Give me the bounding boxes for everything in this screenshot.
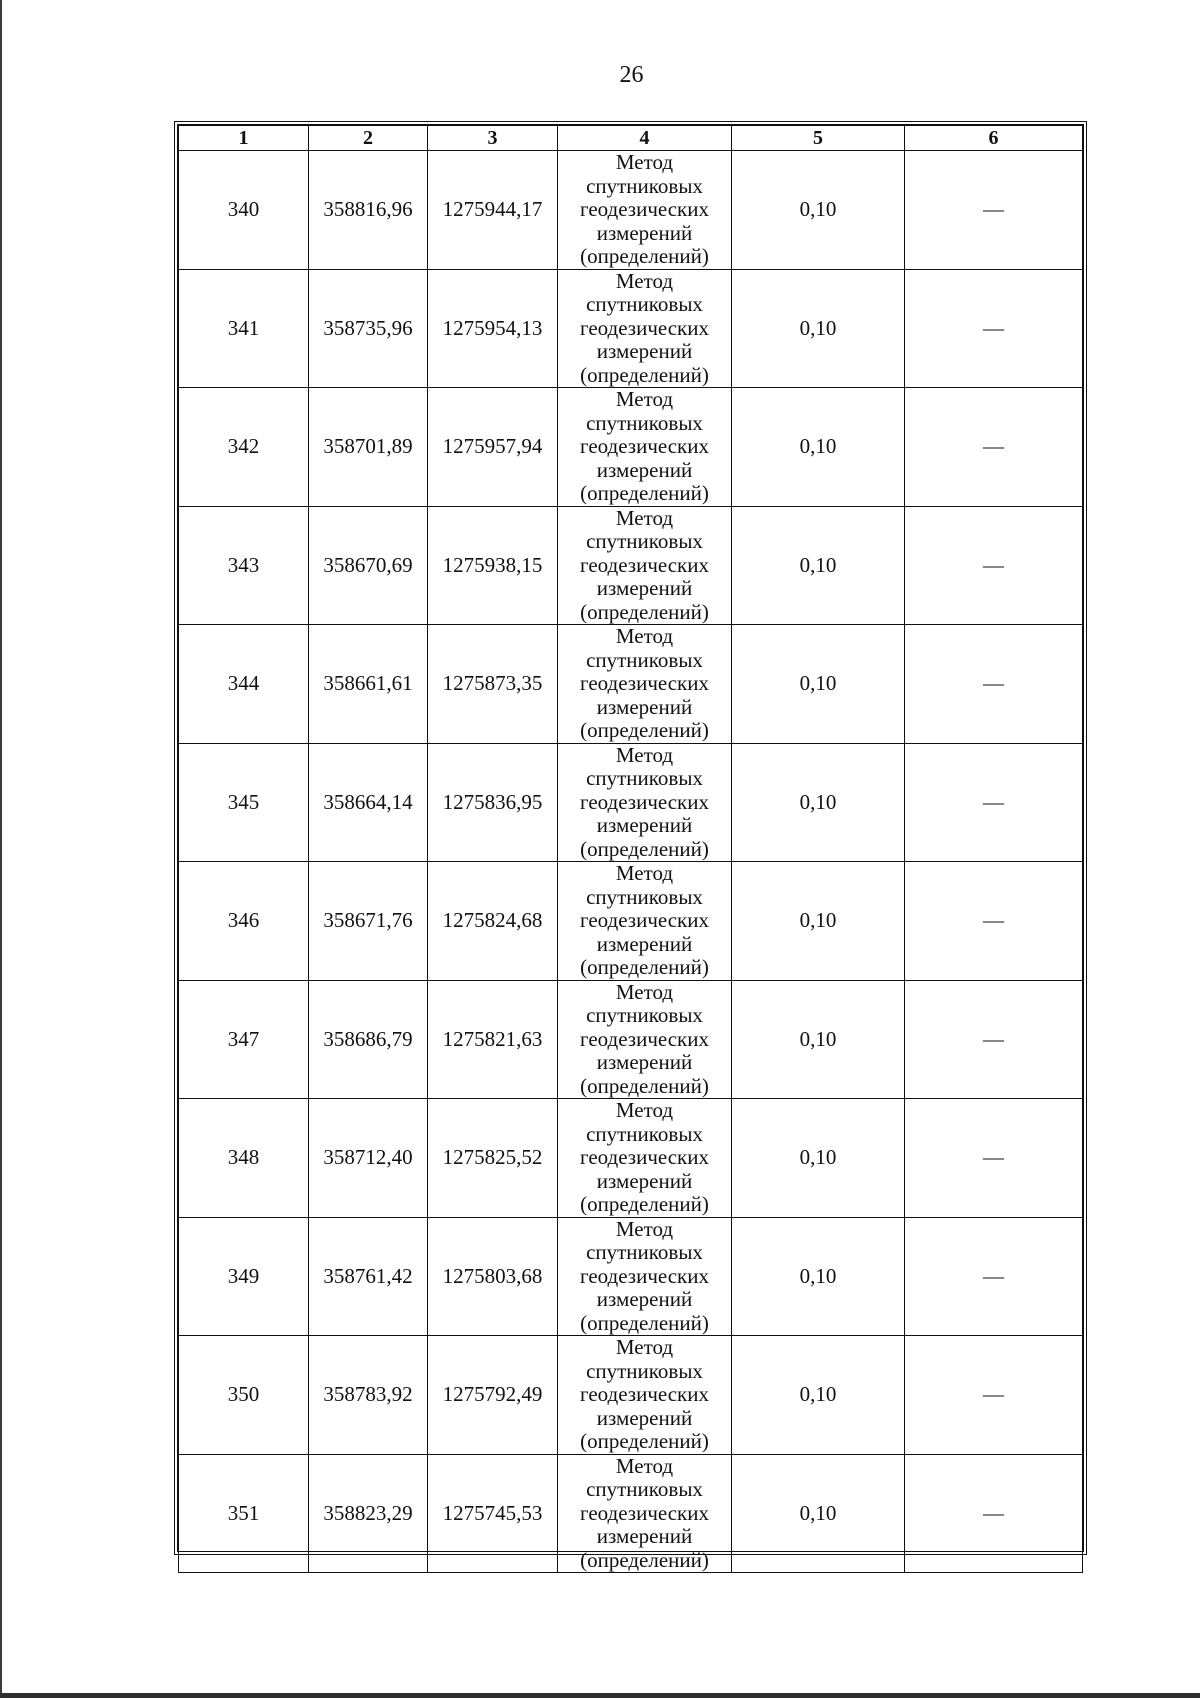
table-row bbox=[179, 1336, 1083, 1455]
point-number-cell: 345 bbox=[179, 743, 309, 862]
table-row bbox=[179, 388, 1083, 507]
x-coordinate-cell: 358686,79 bbox=[309, 980, 428, 1099]
x-coordinate-cell: 358823,29 bbox=[309, 1454, 428, 1573]
accuracy-cell: 0,10 bbox=[732, 388, 905, 507]
y-coordinate-cell: 1275938,15 bbox=[428, 506, 558, 625]
method-line: (определений) bbox=[580, 955, 709, 979]
coordinates-table-frame bbox=[174, 121, 1087, 1572]
method-line: спутниковых bbox=[586, 1358, 703, 1383]
accuracy-cell: 0,10 bbox=[732, 151, 905, 270]
method-line: геодезических bbox=[579, 1145, 709, 1169]
method-line: Метод bbox=[615, 268, 674, 293]
x-coordinate-cell: 358671,76 bbox=[309, 862, 428, 981]
page-number: 26 bbox=[619, 62, 644, 88]
method-line: геодезических bbox=[579, 315, 709, 340]
method-line: геодезических bbox=[579, 1500, 709, 1525]
point-number-cell: 344 bbox=[179, 625, 309, 744]
accuracy-cell: 0,10 bbox=[732, 980, 905, 1099]
accuracy-cell: 0,10 bbox=[732, 269, 905, 388]
note-cell: — bbox=[905, 625, 1083, 744]
method-cell bbox=[558, 388, 732, 507]
table-row bbox=[179, 1099, 1083, 1218]
accuracy-cell: 0,10 bbox=[732, 1099, 905, 1218]
method-cell bbox=[558, 980, 732, 1099]
accuracy-cell: 0,10 bbox=[732, 862, 905, 981]
table-row bbox=[179, 1454, 1083, 1573]
note-cell: — bbox=[905, 1454, 1083, 1573]
method-line: измерений bbox=[596, 339, 693, 363]
x-coordinate-cell: 358761,42 bbox=[309, 1217, 428, 1336]
x-coordinate-cell: 358670,69 bbox=[309, 506, 428, 625]
header-cell-6: 6 bbox=[905, 126, 1083, 151]
accuracy-cell: 0,10 bbox=[732, 625, 905, 744]
point-number-cell: 346 bbox=[179, 862, 309, 981]
method-line: спутниковых bbox=[586, 1121, 703, 1146]
method-line: (определений) bbox=[580, 481, 709, 505]
method-line: измерений bbox=[596, 931, 693, 956]
note-cell: — bbox=[905, 269, 1083, 388]
y-coordinate-cell: 1275824,68 bbox=[428, 862, 558, 981]
header-cell-2: 2 bbox=[309, 126, 428, 151]
y-coordinate-cell: 1275957,94 bbox=[428, 388, 558, 507]
x-coordinate-cell: 358712,40 bbox=[309, 1099, 428, 1218]
method-cell bbox=[558, 269, 732, 388]
method-line: спутниковых bbox=[586, 766, 703, 790]
method-line: спутниковых bbox=[586, 647, 703, 672]
method-line: спутниковых bbox=[586, 884, 703, 909]
method-line: Метод bbox=[615, 1453, 674, 1478]
y-coordinate-cell: 1275825,52 bbox=[428, 1099, 558, 1218]
method-line: геодезических bbox=[579, 1026, 709, 1051]
method-line: (определений) bbox=[580, 1073, 709, 1098]
method-line: спутниковых bbox=[586, 1240, 703, 1264]
method-line: геодезических bbox=[579, 789, 709, 814]
method-line: (определений) bbox=[580, 1429, 709, 1453]
table-body bbox=[179, 151, 1083, 1573]
method-line: Метод bbox=[615, 861, 674, 885]
note-cell: — bbox=[905, 1099, 1083, 1218]
point-number-cell: 341 bbox=[179, 269, 309, 388]
note-cell: — bbox=[905, 862, 1083, 981]
note-cell: — bbox=[905, 1336, 1083, 1455]
method-line: геодезических bbox=[579, 552, 709, 577]
accuracy-cell: 0,10 bbox=[732, 1336, 905, 1455]
method-line: геодезических bbox=[579, 434, 709, 458]
accuracy-cell: 0,10 bbox=[732, 1454, 905, 1573]
method-line: спутниковых bbox=[586, 410, 703, 435]
method-line: геодезических bbox=[579, 1382, 709, 1406]
method-line: геодезических bbox=[579, 671, 709, 695]
method-line: спутниковых bbox=[586, 292, 703, 316]
point-number-cell: 348 bbox=[179, 1099, 309, 1218]
method-cell bbox=[558, 1099, 732, 1218]
note-cell: — bbox=[905, 506, 1083, 625]
method-cell bbox=[558, 506, 732, 625]
coordinates-table bbox=[178, 125, 1083, 1573]
method-line: измерений bbox=[596, 1524, 693, 1548]
y-coordinate-cell: 1275745,53 bbox=[428, 1454, 558, 1573]
method-line: Метод bbox=[615, 1098, 674, 1122]
method-cell bbox=[558, 151, 732, 270]
method-line: геодезических bbox=[579, 908, 709, 932]
point-number-cell: 343 bbox=[179, 506, 309, 625]
note-cell: — bbox=[905, 1217, 1083, 1336]
method-line: геодезических bbox=[579, 1263, 709, 1288]
method-cell bbox=[558, 1336, 732, 1455]
note-cell: — bbox=[905, 388, 1083, 507]
method-line: (определений) bbox=[580, 599, 709, 624]
y-coordinate-cell: 1275792,49 bbox=[428, 1336, 558, 1455]
header-cell-1: 1 bbox=[179, 126, 309, 151]
header-cell-5: 5 bbox=[732, 126, 905, 151]
method-cell bbox=[558, 1217, 732, 1336]
method-line: Метод bbox=[615, 1216, 674, 1241]
method-line: (определений) bbox=[580, 244, 709, 268]
method-cell bbox=[558, 625, 732, 744]
method-line: Метод bbox=[615, 979, 674, 1004]
x-coordinate-cell: 358701,89 bbox=[309, 388, 428, 507]
method-line: Метод bbox=[615, 150, 674, 174]
scan-edge-bottom bbox=[0, 1693, 1200, 1698]
point-number-cell: 347 bbox=[179, 980, 309, 1099]
point-number-cell: 342 bbox=[179, 388, 309, 507]
y-coordinate-cell: 1275873,35 bbox=[428, 625, 558, 744]
method-line: измерений bbox=[596, 1405, 693, 1430]
header-row bbox=[179, 126, 1083, 151]
method-line: геодезических bbox=[579, 197, 709, 221]
method-line: Метод bbox=[615, 624, 674, 648]
y-coordinate-cell: 1275803,68 bbox=[428, 1217, 558, 1336]
method-line: (определений) bbox=[580, 1547, 709, 1572]
table-row bbox=[179, 743, 1083, 862]
method-line: Метод bbox=[615, 387, 674, 411]
point-number-cell: 340 bbox=[179, 151, 309, 270]
method-line: измерений bbox=[596, 813, 693, 837]
point-number-cell: 349 bbox=[179, 1217, 309, 1336]
method-line: Метод bbox=[615, 1335, 674, 1359]
method-line: (определений) bbox=[580, 362, 709, 387]
y-coordinate-cell: 1275836,95 bbox=[428, 743, 558, 862]
table-row bbox=[179, 269, 1083, 388]
x-coordinate-cell: 358661,61 bbox=[309, 625, 428, 744]
method-line: (определений) bbox=[580, 1310, 709, 1335]
table-row bbox=[179, 980, 1083, 1099]
point-number-cell: 351 bbox=[179, 1454, 309, 1573]
method-line: (определений) bbox=[580, 718, 709, 742]
accuracy-cell: 0,10 bbox=[732, 506, 905, 625]
note-cell: — bbox=[905, 980, 1083, 1099]
method-line: (определений) bbox=[580, 1192, 709, 1216]
note-cell: — bbox=[905, 151, 1083, 270]
method-line: спутниковых bbox=[586, 529, 703, 553]
method-line: спутниковых bbox=[586, 1003, 703, 1027]
method-line: измерений bbox=[596, 694, 693, 719]
method-line: измерений bbox=[596, 1050, 693, 1074]
accuracy-cell: 0,10 bbox=[732, 743, 905, 862]
method-line: измерений bbox=[596, 1168, 693, 1193]
scan-edge-left bbox=[0, 0, 2, 1698]
method-line: (определений) bbox=[580, 836, 709, 861]
x-coordinate-cell: 358735,96 bbox=[309, 269, 428, 388]
method-cell bbox=[558, 1454, 732, 1573]
method-line: измерений bbox=[596, 576, 693, 600]
method-line: измерений bbox=[596, 1287, 693, 1311]
method-cell bbox=[558, 862, 732, 981]
x-coordinate-cell: 358783,92 bbox=[309, 1336, 428, 1455]
y-coordinate-cell: 1275954,13 bbox=[428, 269, 558, 388]
x-coordinate-cell: 358664,14 bbox=[309, 743, 428, 862]
table-row bbox=[179, 862, 1083, 981]
method-line: спутниковых bbox=[586, 1477, 703, 1501]
header-cell-3: 3 bbox=[428, 126, 558, 151]
y-coordinate-cell: 1275821,63 bbox=[428, 980, 558, 1099]
y-coordinate-cell: 1275944,17 bbox=[428, 151, 558, 270]
table-row bbox=[179, 1217, 1083, 1336]
table-row bbox=[179, 506, 1083, 625]
accuracy-cell: 0,10 bbox=[732, 1217, 905, 1336]
header-cell-4: 4 bbox=[558, 126, 732, 151]
method-line: Метод bbox=[615, 742, 674, 767]
method-line: измерений bbox=[596, 220, 693, 245]
method-cell bbox=[558, 743, 732, 862]
table-row bbox=[179, 625, 1083, 744]
method-line: измерений bbox=[596, 457, 693, 482]
point-number-cell: 350 bbox=[179, 1336, 309, 1455]
method-line: Метод bbox=[615, 505, 674, 530]
x-coordinate-cell: 358816,96 bbox=[309, 151, 428, 270]
method-line: спутниковых bbox=[586, 173, 703, 198]
table-row bbox=[179, 151, 1083, 270]
note-cell: — bbox=[905, 743, 1083, 862]
